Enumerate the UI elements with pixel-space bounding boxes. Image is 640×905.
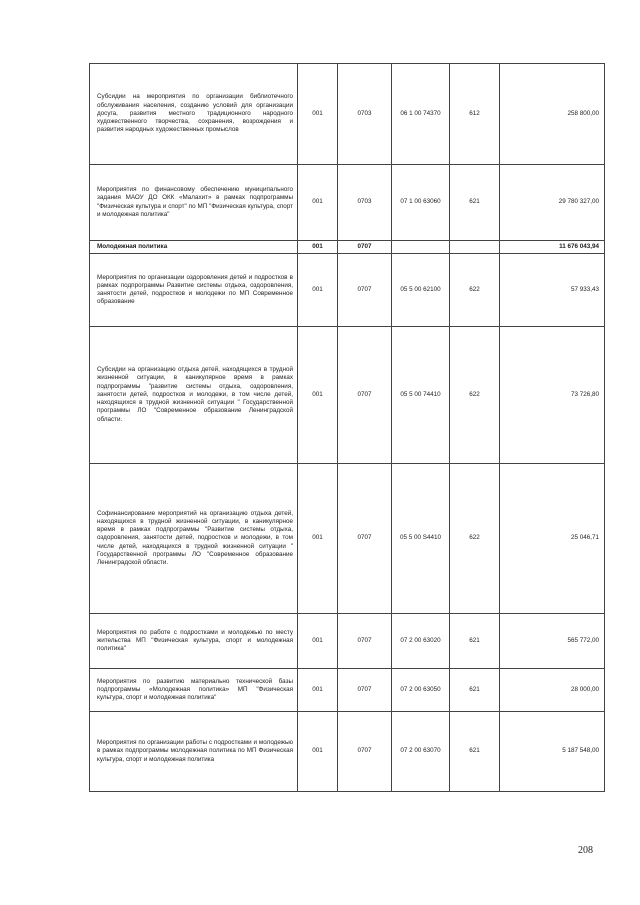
cell-name: Молодежная политика: [90, 241, 298, 254]
cell-target: 07 2 00 63020: [392, 614, 450, 669]
cell-admin: 001: [298, 669, 338, 712]
budget-table: [89, 63, 605, 792]
cell-admin: 001: [298, 614, 338, 669]
table-row: [90, 327, 605, 464]
cell-type: 612: [450, 64, 500, 165]
cell-type: 622: [450, 254, 500, 327]
table-row: [90, 165, 605, 241]
table-row: [90, 64, 605, 165]
cell-name: Мероприятия по организации оздоровления детей и подростков в рамках подпрограммы Развитие системы отдыха, оздоровления, занятости детей, подростков и молодежи по МП Современное образование: [90, 254, 298, 327]
cell-amount: 57 933,43: [500, 254, 605, 327]
cell-section: 0707: [338, 464, 392, 614]
cell-target: 06 1 00 74370: [392, 64, 450, 165]
cell-admin: 001: [298, 165, 338, 241]
cell-target: 05 5 00 S4410: [392, 464, 450, 614]
cell-type: [450, 241, 500, 254]
cell-name: Мероприятия по финансовому обеспечению муниципального задания МАОУ ДО ОКК «Малахит» в рамках подпрограммы "Физическая культура и спорт" по МП "Физическая культура, спорт и молодежная политика": [90, 165, 298, 241]
cell-admin: 001: [298, 64, 338, 165]
page-number: 208: [578, 845, 593, 856]
cell-name: Софинансирование мероприятий на организацию отдыха детей, находящихся в трудной жизненной ситуации, в каникулярное время в рамках подпрограммы "Развитие системы отдыха, оздоровления, занятости детей, подростков и молодежи, в том числе детей, находящихся в трудной жизненной ситуации " Государственной программы ЛО "Современное образование Ленинградской области.: [90, 464, 298, 614]
cell-target: 05 5 00 74410: [392, 327, 450, 464]
cell-amount: 258 800,00: [500, 64, 605, 165]
cell-section: 0707: [338, 712, 392, 792]
cell-type: 622: [450, 327, 500, 464]
cell-admin: 001: [298, 327, 338, 464]
cell-name: Мероприятия по работе с подростками и молодежью по месту жительства МП "Физическая культура, спорт и молодежная политика": [90, 614, 298, 669]
cell-amount: 28 000,00: [500, 669, 605, 712]
cell-name: Субсидии на мероприятия по организации библиотечного обслуживания населения, созданию условий для организации досуга, развития местного традиционного народного художественного творчества, сохранения, возрождения и развития народных художественных промыслов: [90, 64, 298, 165]
cell-target: 07 1 00 63060: [392, 165, 450, 241]
cell-amount: 5 187 548,00: [500, 712, 605, 792]
cell-type: 621: [450, 712, 500, 792]
cell-name: Субсидии на организацию отдыха детей, находящихся в трудной жизненной ситуации, в каникулярное время в рамках подпрограммы "развитие системы отдыха, оздоровления, занятости детей, подростков и молодежи, в том числе детей, находящихся в трудной жизненной ситуации " Государственной программы ЛО "Современное образование Ленинградской области.: [90, 327, 298, 464]
cell-type: 622: [450, 464, 500, 614]
cell-section: 0707: [338, 614, 392, 669]
table-row: [90, 712, 605, 792]
cell-admin: 001: [298, 254, 338, 327]
cell-section: 0707: [338, 241, 392, 254]
table-row: [90, 669, 605, 712]
cell-name: Мероприятия по развитию материально технической базы подпрограммы «Молодежная политика» МП "Физическая культура, спорт и молодежная политика": [90, 669, 298, 712]
table-row: [90, 241, 605, 254]
table-row: [90, 614, 605, 669]
cell-section: 0707: [338, 327, 392, 464]
cell-target: [392, 241, 450, 254]
budget-table-body: [90, 64, 605, 792]
cell-amount: 29 780 327,00: [500, 165, 605, 241]
cell-amount: 73 726,80: [500, 327, 605, 464]
cell-target: 07 2 00 63050: [392, 669, 450, 712]
cell-section: 0707: [338, 669, 392, 712]
cell-section: 0703: [338, 165, 392, 241]
cell-type: 621: [450, 669, 500, 712]
cell-amount: 11 676 043,94: [500, 241, 605, 254]
cell-admin: 001: [298, 241, 338, 254]
cell-type: 621: [450, 165, 500, 241]
cell-section: 0703: [338, 64, 392, 165]
table-row: [90, 464, 605, 614]
cell-target: 05 5 00 62100: [392, 254, 450, 327]
cell-admin: 001: [298, 712, 338, 792]
cell-name: Мероприятия по организации работы с подростками и молодежью в рамках подпрограммы молодежная политика по МП Физическая культура, спорт и молодежная политика: [90, 712, 298, 792]
cell-amount: 565 772,00: [500, 614, 605, 669]
cell-target: 07 2 00 63070: [392, 712, 450, 792]
cell-type: 621: [450, 614, 500, 669]
cell-section: 0707: [338, 254, 392, 327]
cell-amount: 25 046,71: [500, 464, 605, 614]
cell-admin: 001: [298, 464, 338, 614]
table-row: [90, 254, 605, 327]
